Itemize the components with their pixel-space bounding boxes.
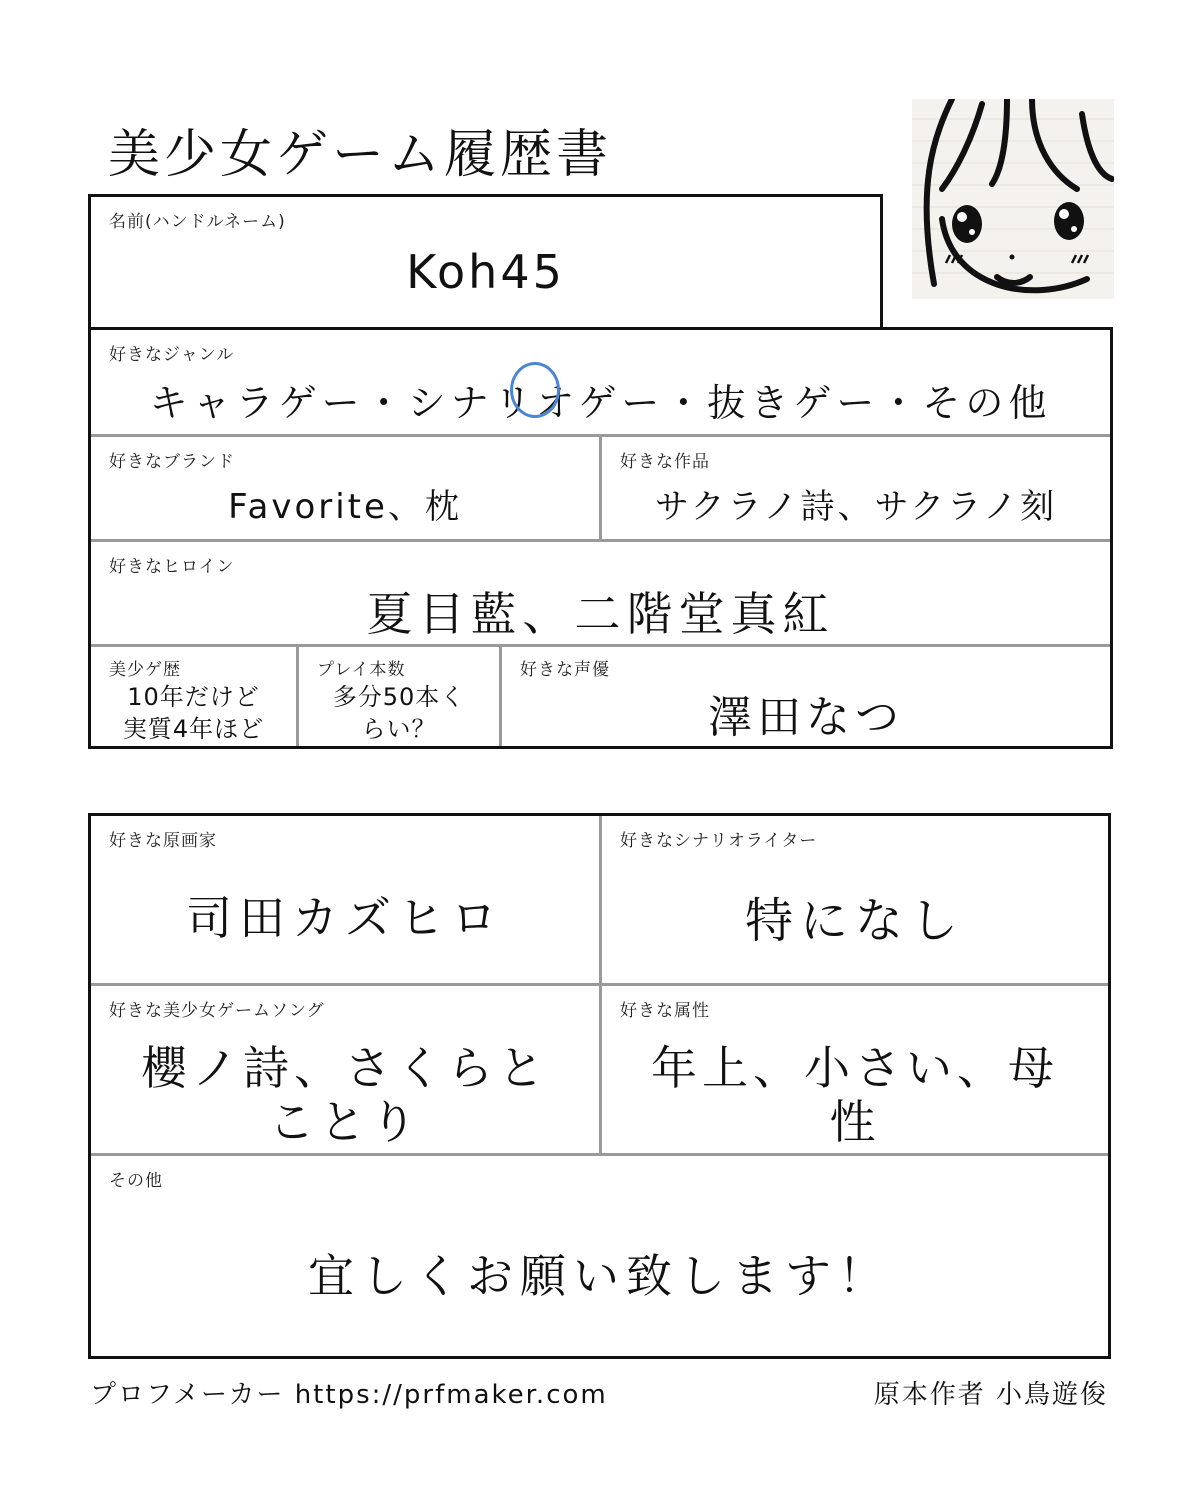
other-value: 宜しくお願い致します！ (308, 1249, 891, 1303)
history-line2: 実質4年ほど (122, 715, 265, 743)
genre-label: 好きなジャンル (109, 345, 235, 365)
girl-face-avatar-icon (912, 99, 1114, 299)
favorites-section (88, 813, 1111, 1359)
attribute-label: 好きな属性 (620, 1001, 710, 1021)
brand-value: Favorite、枕 (228, 487, 462, 527)
writer-label: 好きなシナリオライター (620, 831, 818, 851)
writer-cell (602, 816, 1108, 983)
work-value: サクラノ詩、サクラノ刻 (654, 487, 1058, 527)
history-label: 美少ゲ歴 (109, 660, 181, 680)
other-label: その他 (109, 1171, 163, 1191)
genre-cell (91, 330, 1110, 434)
count-line1: 多分50本く (332, 683, 466, 711)
heroine-label: 好きなヒロイン (109, 557, 235, 577)
page-title: 美少女ゲーム履歴書 (108, 125, 613, 185)
count-label: プレイ本数 (317, 660, 406, 680)
song-line2: ことり (268, 1095, 422, 1149)
work-cell (602, 437, 1110, 539)
song-line1: 櫻ノ詩、さくらと (141, 1041, 549, 1095)
voice-actor-cell (502, 647, 1110, 746)
count-cell (299, 647, 499, 746)
attribute-line1: 年上、小さい、母 (651, 1041, 1059, 1095)
genre-value: キャラゲー・シナリオゲー・抜きゲー・その他 (149, 381, 1052, 425)
name-section (88, 194, 883, 330)
profile-section (88, 327, 1113, 749)
voice-actor-value: 澤田なつ (708, 692, 904, 743)
name-label: 名前(ハンドルネーム) (109, 212, 286, 232)
brand-label: 好きなブランド (109, 452, 235, 472)
history-cell (91, 647, 296, 746)
artist-label: 好きな原画家 (109, 831, 217, 851)
circle-mark (510, 362, 560, 418)
heroine-cell (91, 542, 1110, 644)
footer-author: 原本作者 小鳥遊俊 (873, 1380, 1108, 1410)
name-value: Koh45 (406, 245, 565, 299)
attribute-cell (602, 986, 1108, 1153)
voice-actor-label: 好きな声優 (520, 660, 610, 680)
artist-value: 司田カズヒロ (186, 891, 504, 945)
footer-site-link[interactable]: プロフメーカー https://prfmaker.com (90, 1380, 608, 1410)
history-line1: 10年だけど (127, 683, 260, 711)
artist-cell (91, 816, 599, 983)
other-cell (91, 1156, 1108, 1356)
count-line2: らい？ (361, 715, 437, 743)
attribute-line2: 性 (829, 1095, 881, 1149)
song-cell (91, 986, 599, 1153)
writer-value: 特になし (744, 893, 965, 949)
work-label: 好きな作品 (620, 452, 710, 472)
heroine-value: 夏目藍、二階堂真紅 (366, 587, 835, 641)
song-label: 好きな美少女ゲームソング (109, 1001, 325, 1021)
brand-cell (91, 437, 599, 539)
